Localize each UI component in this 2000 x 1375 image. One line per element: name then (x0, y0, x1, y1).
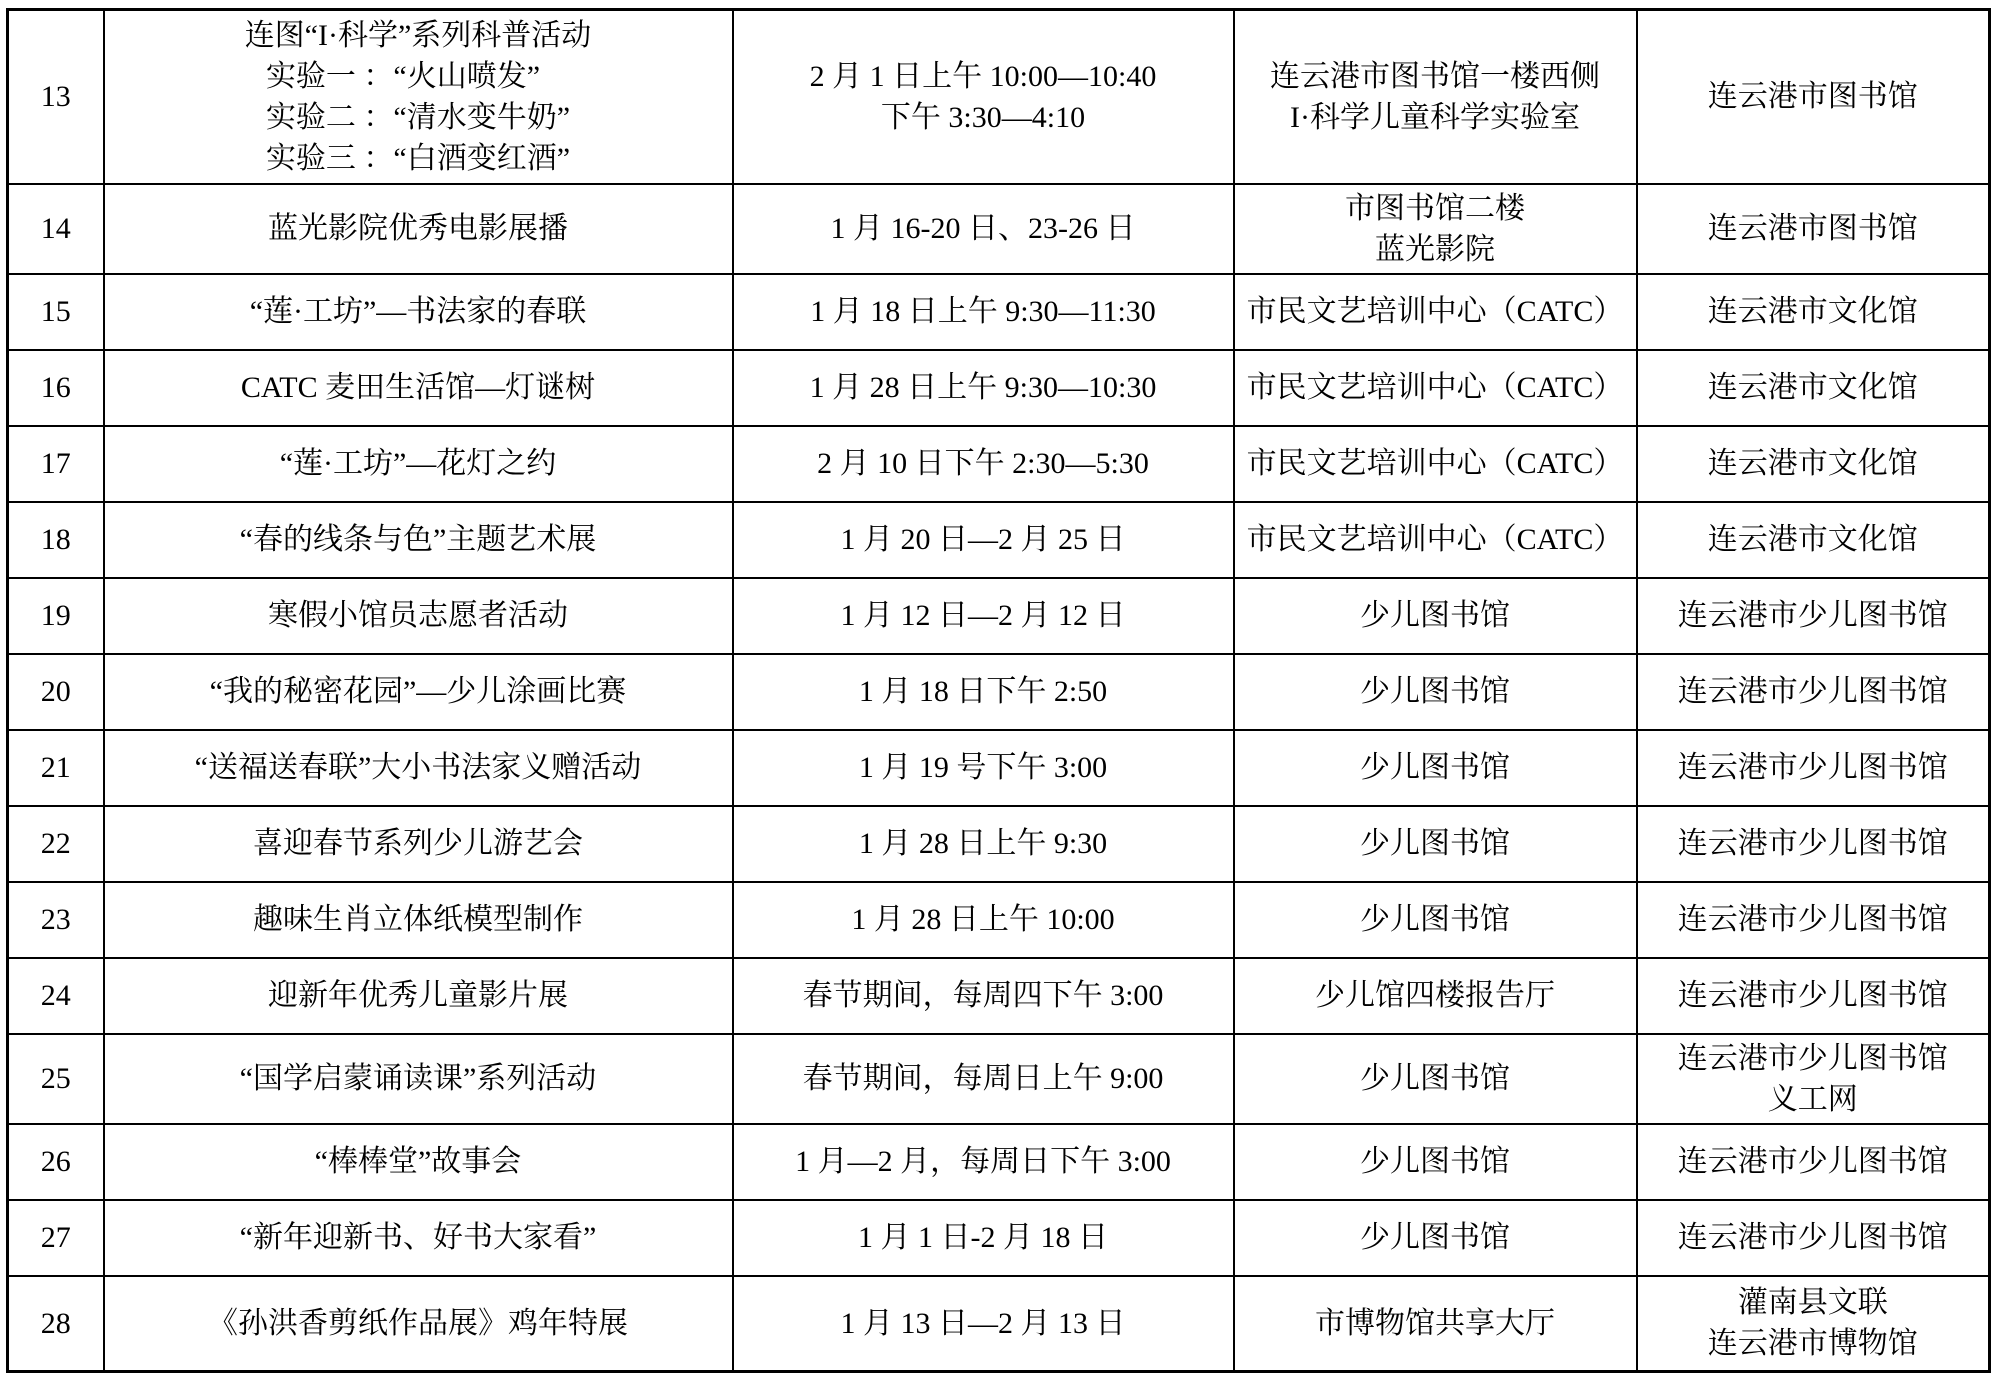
text-line: 13 (40, 80, 71, 114)
text-line: 市民文艺培训中心（CATC） (1246, 371, 1624, 404)
organizer-cell (1637, 578, 1990, 654)
text-line: 25 (40, 1062, 71, 1095)
location-cell (1234, 654, 1637, 730)
organizer-cell (1637, 1276, 1990, 1372)
table-row (8, 806, 1990, 882)
activity-cell (104, 274, 733, 350)
text-line: 连云港市少儿图书馆 (1677, 903, 1948, 936)
text-line: 春节期间，每周四下午 3:00 (802, 979, 1164, 1012)
activity-cell (104, 10, 733, 184)
organizer-cell (1637, 426, 1990, 502)
text-line: 少儿图书馆 (1360, 675, 1510, 708)
text-line: 市民文艺培训中心（CATC） (1246, 295, 1624, 328)
location-cell (1234, 1034, 1637, 1124)
text-line: 18 (40, 523, 71, 556)
text-line: 义工网 (1767, 1082, 1858, 1116)
text-line: 《孙洪香剪纸作品展》鸡年特展 (208, 1306, 628, 1340)
text-line: 实验二 ：“清水变牛奶” (265, 100, 571, 134)
text-line: 迎新年优秀儿童影片展 (268, 979, 568, 1012)
time-cell (733, 1276, 1234, 1372)
text-line: 连云港市文化馆 (1707, 295, 1918, 328)
table-row (8, 10, 1990, 184)
text-line: 喜迎春节系列少儿游艺会 (253, 827, 583, 860)
table-row (8, 1034, 1990, 1124)
table-row (8, 1124, 1990, 1200)
text-line: 连图“I·科学”系列科普活动 (244, 18, 592, 52)
activity-cell (104, 958, 733, 1034)
location-cell (1234, 10, 1637, 184)
text-line: 1 月 28 日上午 10:00 (851, 903, 1115, 936)
table-row (8, 426, 1990, 502)
row-number-cell (8, 184, 104, 274)
location-cell (1234, 1276, 1637, 1372)
row-number-cell (8, 1034, 104, 1124)
activity-cell (104, 1200, 733, 1276)
organizer-cell (1637, 1034, 1990, 1124)
text-line: 少儿图书馆 (1360, 599, 1510, 632)
text-line: 24 (40, 979, 71, 1012)
text-line: 少儿图书馆 (1360, 751, 1510, 784)
text-line: 17 (40, 447, 71, 480)
text-line: “春的线条与色”主题艺术展 (239, 523, 597, 556)
events-table (6, 8, 1991, 1373)
text-line: 趣味生肖立体纸模型制作 (253, 903, 583, 936)
text-line: 连云港市少儿图书馆 (1677, 1145, 1948, 1178)
time-cell (733, 502, 1234, 578)
activity-cell (104, 654, 733, 730)
table-row (8, 958, 1990, 1034)
text-line: 少儿图书馆 (1360, 827, 1510, 860)
text-line: 市图书馆二楼 (1345, 191, 1525, 225)
text-line: 蓝光影院 (1375, 232, 1495, 266)
organizer-cell (1637, 10, 1990, 184)
activity-cell (104, 426, 733, 502)
text-line: 1 月 1 日-2 月 18 日 (858, 1221, 1108, 1254)
text-line: 蓝光影院优秀电影展播 (268, 212, 568, 245)
text-line: 市民文艺培训中心（CATC） (1246, 523, 1624, 556)
organizer-cell (1637, 1200, 1990, 1276)
organizer-cell (1637, 184, 1990, 274)
text-line: 寒假小馆员志愿者活动 (268, 599, 568, 632)
text-line: 灌南县文联 (1737, 1286, 1888, 1320)
text-line: 1 月 19 号下午 3:00 (858, 751, 1108, 784)
text-line: “莲·工坊”—花灯之约 (279, 447, 557, 480)
text-line: 连云港市图书馆一楼西侧 (1270, 59, 1600, 93)
location-cell (1234, 730, 1637, 806)
text-line: 少儿图书馆 (1360, 903, 1510, 936)
text-line: 连云港市文化馆 (1707, 371, 1918, 404)
organizer-cell (1637, 882, 1990, 958)
text-line: 市博物馆共享大厅 (1315, 1306, 1555, 1340)
row-number-cell (8, 502, 104, 578)
organizer-cell (1637, 654, 1990, 730)
organizer-cell (1637, 274, 1990, 350)
text-line: 连云港市图书馆 (1707, 80, 1918, 114)
table-row (8, 502, 1990, 578)
location-cell (1234, 806, 1637, 882)
text-line: 1 月—2 月，每周日下午 3:00 (795, 1145, 1171, 1178)
text-line: 1 月 16-20 日、23-26 日 (830, 212, 1136, 245)
time-cell (733, 1034, 1234, 1124)
text-line: 下午 3:30—4:10 (880, 100, 1086, 134)
activity-cell (104, 578, 733, 654)
text-line: 23 (40, 903, 71, 936)
organizer-cell (1637, 730, 1990, 806)
activity-cell (104, 1124, 733, 1200)
time-cell (733, 806, 1234, 882)
table-row (8, 1200, 1990, 1276)
text-line: 连云港市少儿图书馆 (1677, 751, 1948, 784)
document-page (6, 8, 1991, 1373)
activity-cell (104, 1276, 733, 1372)
text-line: 14 (40, 212, 71, 245)
text-line: I·科学儿童科学实验室 (1290, 100, 1580, 134)
organizer-cell (1637, 806, 1990, 882)
row-number-cell (8, 274, 104, 350)
text-line: 1 月 13 日—2 月 13 日 (840, 1306, 1126, 1340)
activity-cell (104, 806, 733, 882)
text-line: “送福送春联”大小书法家义赠活动 (194, 751, 642, 784)
location-cell (1234, 350, 1637, 426)
row-number-cell (8, 654, 104, 730)
time-cell (733, 882, 1234, 958)
row-number-cell (8, 1124, 104, 1200)
time-cell (733, 1200, 1234, 1276)
location-cell (1234, 1124, 1637, 1200)
row-number-cell (8, 350, 104, 426)
text-line: 2 月 10 日下午 2:30—5:30 (817, 447, 1149, 480)
time-cell (733, 426, 1234, 502)
text-line: 1 月 18 日下午 2:50 (858, 675, 1108, 708)
row-number-cell (8, 578, 104, 654)
row-number-cell (8, 10, 104, 184)
text-line: 连云港市少儿图书馆 (1677, 1221, 1948, 1254)
time-cell (733, 10, 1234, 184)
text-line: 27 (40, 1221, 71, 1254)
text-line: 1 月 28 日上午 9:30 (858, 827, 1108, 860)
table-row (8, 1276, 1990, 1372)
location-cell (1234, 426, 1637, 502)
location-cell (1234, 958, 1637, 1034)
text-line: 19 (40, 599, 71, 632)
table-row (8, 274, 1990, 350)
location-cell (1234, 882, 1637, 958)
organizer-cell (1637, 1124, 1990, 1200)
row-number-cell (8, 806, 104, 882)
location-cell (1234, 184, 1637, 274)
text-line: 连云港市少儿图书馆 (1677, 1041, 1948, 1075)
text-line: 26 (40, 1145, 71, 1178)
text-line: 2 月 1 日上午 10:00—10:40 (809, 59, 1157, 93)
row-number-cell (8, 1276, 104, 1372)
text-line: 22 (40, 827, 71, 860)
table-row (8, 654, 1990, 730)
time-cell (733, 1124, 1234, 1200)
text-line: “我的秘密花园”—少儿涂画比赛 (209, 675, 627, 708)
time-cell (733, 730, 1234, 806)
text-line: 少儿图书馆 (1360, 1062, 1510, 1095)
text-line: “莲·工坊”—书法家的春联 (249, 295, 587, 328)
text-line: “国学启蒙诵读课”系列活动 (239, 1062, 597, 1095)
text-line: 连云港市少儿图书馆 (1677, 827, 1948, 860)
text-line: 28 (40, 1306, 71, 1340)
location-cell (1234, 578, 1637, 654)
table-row (8, 350, 1990, 426)
activity-cell (104, 730, 733, 806)
activity-cell (104, 350, 733, 426)
text-line: CATC 麦田生活馆—灯谜树 (240, 371, 596, 404)
text-line: 少儿馆四楼报告厅 (1315, 979, 1555, 1012)
row-number-cell (8, 882, 104, 958)
table-row (8, 882, 1990, 958)
time-cell (733, 958, 1234, 1034)
text-line: 1 月 18 日上午 9:30—11:30 (810, 295, 1156, 328)
text-line: 连云港市文化馆 (1707, 447, 1918, 480)
activity-cell (104, 502, 733, 578)
text-line: 连云港市文化馆 (1707, 523, 1918, 556)
activity-cell (104, 1034, 733, 1124)
text-line: “新年迎新书、好书大家看” (239, 1221, 597, 1254)
text-line: 连云港市少儿图书馆 (1677, 599, 1948, 632)
activity-cell (104, 184, 733, 274)
text-line: 春节期间，每周日上午 9:00 (802, 1062, 1164, 1095)
row-number-cell (8, 1200, 104, 1276)
text-line: 连云港市图书馆 (1707, 212, 1918, 245)
table-row (8, 730, 1990, 806)
time-cell (733, 350, 1234, 426)
location-cell (1234, 274, 1637, 350)
table-row (8, 578, 1990, 654)
organizer-cell (1637, 350, 1990, 426)
time-cell (733, 578, 1234, 654)
text-line: 21 (40, 751, 71, 784)
text-line: 连云港市博物馆 (1707, 1327, 1918, 1361)
text-line: 市民文艺培训中心（CATC） (1246, 447, 1624, 480)
organizer-cell (1637, 958, 1990, 1034)
text-line: 1 月 12 日—2 月 12 日 (840, 599, 1126, 632)
text-line: 20 (40, 675, 71, 708)
text-line: 1 月 20 日—2 月 25 日 (840, 523, 1126, 556)
row-number-cell (8, 426, 104, 502)
time-cell (733, 184, 1234, 274)
location-cell (1234, 1200, 1637, 1276)
text-line: 1 月 28 日上午 9:30—10:30 (809, 371, 1157, 404)
time-cell (733, 274, 1234, 350)
text-line: 少儿图书馆 (1360, 1145, 1510, 1178)
row-number-cell (8, 958, 104, 1034)
text-line: 15 (40, 295, 71, 328)
text-line: “棒棒堂”故事会 (314, 1145, 522, 1178)
time-cell (733, 654, 1234, 730)
table-row (8, 184, 1990, 274)
text-line: 实验三 ：“白酒变红酒” (265, 141, 571, 175)
location-cell (1234, 502, 1637, 578)
experiment-list (266, 56, 570, 179)
text-line: 16 (40, 371, 71, 404)
row-number-cell (8, 730, 104, 806)
activity-cell (104, 882, 733, 958)
text-line: 实验一 ：“火山喷发” (265, 59, 541, 93)
text-line: 少儿图书馆 (1360, 1221, 1510, 1254)
text-line: 连云港市少儿图书馆 (1677, 675, 1948, 708)
organizer-cell (1637, 502, 1990, 578)
text-line: 连云港市少儿图书馆 (1677, 979, 1948, 1012)
